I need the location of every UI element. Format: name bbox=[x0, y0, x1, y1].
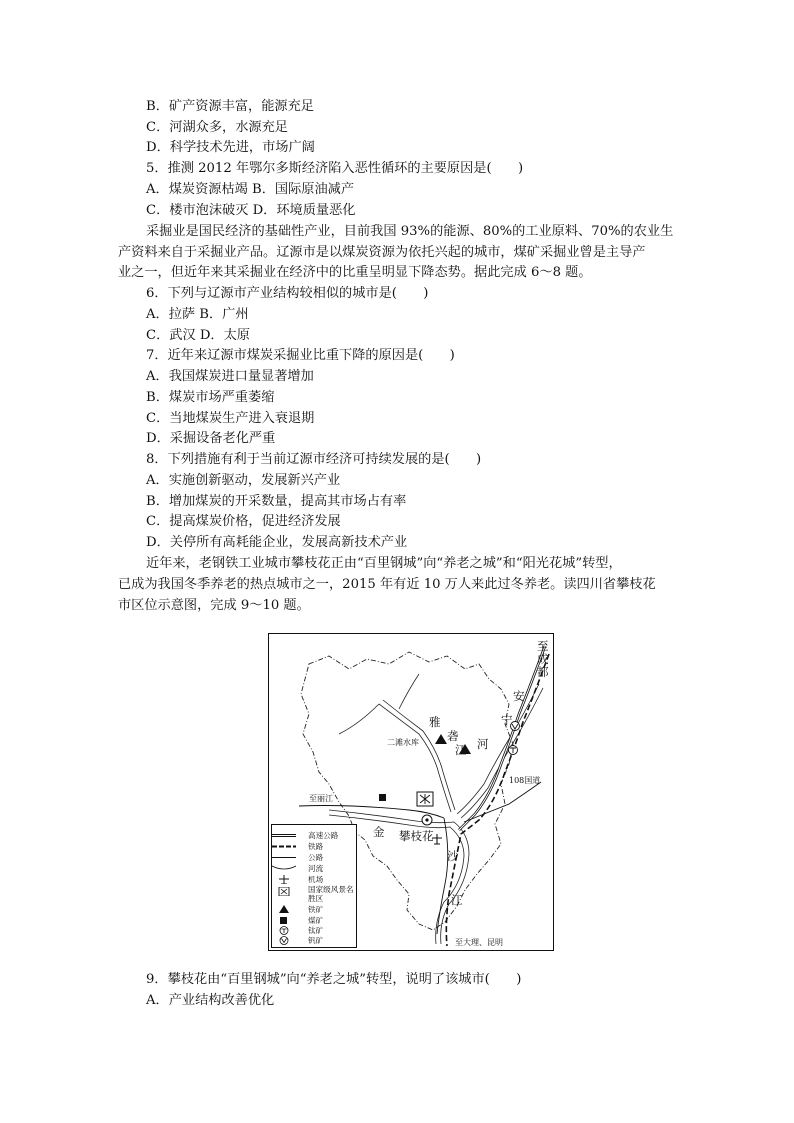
label-panzhihua: 攀枝花 bbox=[399, 829, 434, 843]
passage-mining-line3: 业之一，但近年来其采掘业在经济中的比重呈明显下降态势。据此完成 6～8 题。 bbox=[118, 265, 592, 280]
legend-river: 河流 bbox=[308, 864, 324, 873]
question-6-options-ab: A．拉萨 B．广州 bbox=[146, 307, 249, 322]
question-8-option-b: B．增加煤炭的开采数量，提高其市场占有率 bbox=[146, 494, 407, 509]
question-7: 7．近年来辽源市煤炭采掘业比重下降的原因是( ) bbox=[146, 348, 455, 363]
map-legend bbox=[271, 824, 357, 948]
question-7-option-c: C．当地煤炭生产进入衰退期 bbox=[146, 411, 315, 426]
passage-panzhihua-line3: 市区位示意图，完成 9～10 题。 bbox=[118, 598, 310, 613]
question-6-options-cd: C．武汉 D．太原 bbox=[146, 328, 250, 343]
passage-panzhihua-line2: 已成为我国冬季养老的热点城市之一，2015 年有近 10 万人来此过冬养老。读四川省攀枝花 bbox=[118, 577, 656, 592]
legend-scenic-area: 国家级风景名胜区 bbox=[308, 885, 354, 903]
label-road-108: 108国道 bbox=[509, 776, 541, 785]
legend-railway-symbol bbox=[272, 842, 296, 851]
legend-river-symbol bbox=[272, 864, 296, 873]
legend-iron-symbol bbox=[272, 905, 296, 914]
question-8-option-d: D．关停所有高耗能企业，发展高新技术产业 bbox=[146, 535, 408, 550]
legend-iron-ore: 铁矿 bbox=[308, 905, 324, 914]
label-an: 安 bbox=[513, 689, 525, 703]
question-7-option-a: A．我国煤炭进口量显著增加 bbox=[146, 369, 314, 384]
label-long: 砻 bbox=[447, 729, 459, 743]
option-b-resources: B．矿产资源丰富，能源充足 bbox=[146, 99, 314, 114]
option-d-technology: D．科学技术先进，市场广阔 bbox=[146, 140, 315, 155]
label-ning: 宁 bbox=[501, 713, 513, 727]
label-to-chengdu-1: 至 bbox=[537, 639, 549, 653]
passage-mining-line2: 产资料来自于采掘业产品。辽源市是以煤炭资源为依托兴起的城市，煤矿采掘业曾是主导产 bbox=[118, 245, 646, 260]
legend-airport-symbol bbox=[272, 875, 296, 884]
question-9-option-a: A．产业结构改善优化 bbox=[146, 993, 275, 1008]
label-jin: 金 bbox=[373, 825, 385, 839]
question-7-option-d: D．采掘设备老化严重 bbox=[146, 431, 276, 446]
legend-railway: 铁路 bbox=[308, 842, 324, 851]
legend-coal: 煤矿 bbox=[308, 916, 324, 925]
label-to-chengdu-3: 都 bbox=[537, 665, 549, 679]
legend-vanadium: 钒矿 bbox=[308, 936, 324, 945]
label-ya: 雅 bbox=[429, 715, 441, 729]
panzhihua-location-map bbox=[268, 633, 554, 951]
legend-highway-symbol bbox=[272, 831, 296, 840]
question-5: 5．推测 2012 年鄂尔多斯经济陷入恶性循环的主要原因是( ) bbox=[146, 161, 524, 176]
passage-panzhihua-line1: 近年来，老钢铁工业城市攀枝花正由“百里钢城”向“养老之城”和“阳光花城”转型， bbox=[146, 556, 622, 571]
label-sha: 沙 bbox=[447, 849, 459, 863]
legend-titanium: 钛矿 bbox=[308, 926, 324, 935]
question-8: 8．下列措施有利于当前辽源市经济可持续发展的是( ) bbox=[146, 452, 482, 467]
question-6: 6．下列与辽源市产业结构较相似的城市是( ) bbox=[146, 286, 429, 301]
legend-scenic-symbol bbox=[272, 887, 296, 896]
legend-road: 公路 bbox=[308, 853, 324, 862]
legend-titanium-symbol bbox=[272, 926, 296, 935]
legend-road-symbol bbox=[272, 853, 296, 862]
question-8-option-a: A．实施创新驱动，发展新兴产业 bbox=[146, 473, 341, 488]
question-7-option-b: B．煤炭市场严重萎缩 bbox=[146, 390, 275, 405]
legend-vanadium-symbol bbox=[272, 936, 296, 945]
label-he: 河 bbox=[477, 737, 489, 751]
question-5-options-cd: C．楼市泡沫破灭 D．环境质量恶化 bbox=[146, 203, 356, 218]
legend-coal-symbol bbox=[272, 916, 296, 925]
option-c-water: C．河湖众多，水源充足 bbox=[146, 120, 288, 135]
label-ertan-reservoir: 二滩水库 bbox=[387, 738, 419, 747]
passage-mining-line1: 采掘业是国民经济的基础性产业，目前我国 93%的能源、80%的工业原料、70%的农业生 bbox=[146, 224, 674, 239]
legend-airport: 机场 bbox=[308, 875, 324, 884]
legend-highway: 高速公路 bbox=[308, 831, 339, 840]
label-jiang-2: 江 bbox=[451, 893, 463, 907]
question-9: 9．攀枝花由“百里钢城”向“养老之城”转型，说明了该城市( ) bbox=[146, 972, 522, 987]
label-to-chengdu-2: 成 bbox=[537, 652, 549, 666]
question-8-option-c: C．提高煤炭价格，促进经济发展 bbox=[146, 514, 341, 529]
label-jiang-1: 江 bbox=[455, 743, 467, 757]
label-to-lijiang: 至丽江 bbox=[309, 794, 333, 803]
label-to-dali-kunming: 至大理、昆明 bbox=[455, 938, 503, 947]
question-5-options-ab: A．煤炭资源枯竭 B．国际原油减产 bbox=[146, 182, 355, 197]
